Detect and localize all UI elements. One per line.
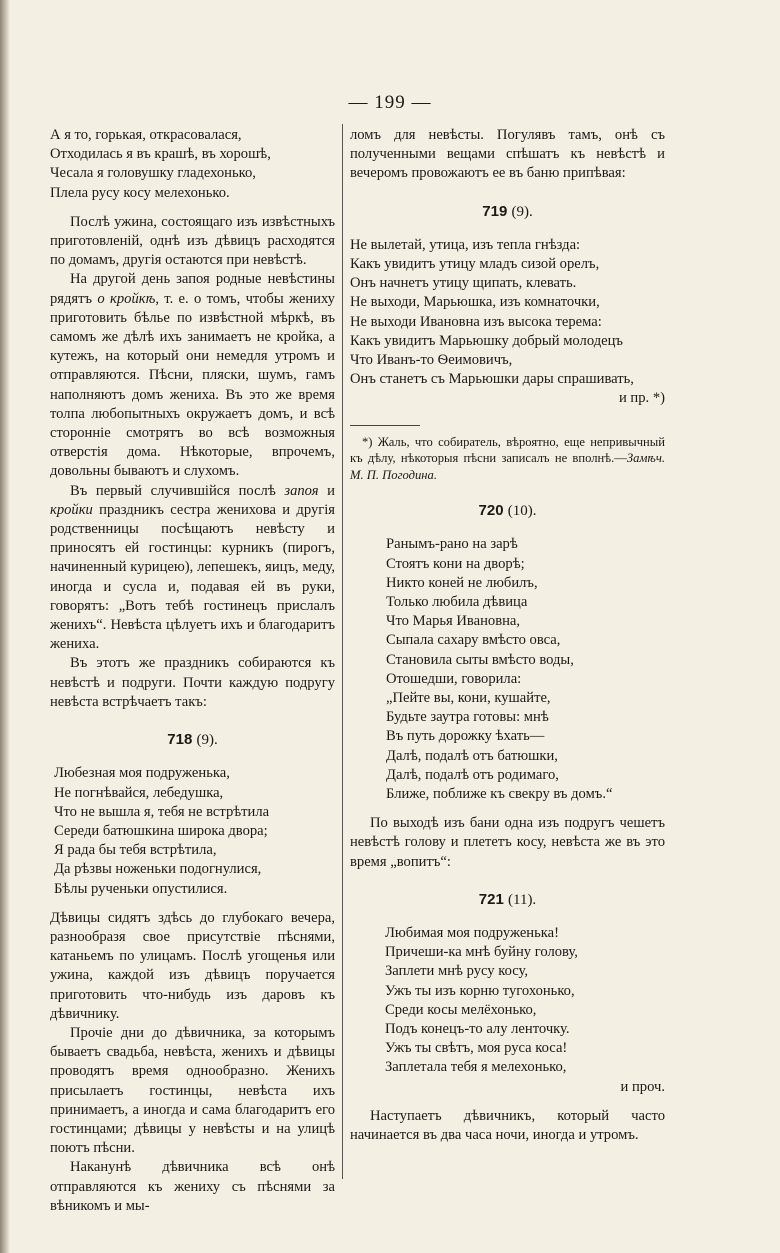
page-binding-shadow (0, 0, 10, 1253)
verse-line: Что не вышла я, тебя не встрѣтила (54, 803, 270, 820)
verse-opening (50, 126, 335, 203)
verse-line: Середи батюшкина широка двора; (54, 822, 268, 839)
verse-line: Въ путь дорожку ѣхать— (386, 728, 545, 745)
paragraph: Дѣвицы сидятъ здѣсь до глубокаго вечера, разнообразя свое присутствіе пѣснями, катаньемъ по улицамъ. Послѣ угощенья или ужина, каждой изъ дѣвицъ поручается приготовить что-нибудь изъ даровъ къ дѣвичнику. (50, 909, 335, 1022)
verse-line: Что Марья Ивановна, (386, 613, 521, 630)
verse-line: Заплети мнѣ русу косу, (385, 963, 529, 980)
page-number: — 199 — (348, 92, 432, 113)
paragraph: По выходѣ изъ бани одна изъ подругъ чешетъ невѣстѣ голову и плететъ косу, невѣста же въ это время „вопитъ“: (350, 815, 665, 870)
verse-line: Причеши-ка мнѣ буйну голову, (385, 944, 578, 961)
paragraph: На другой день запоя родные невѣстины рядятъ о кройкѣ, т. е. о томъ, чтобы жениху приготовить бѣлье по извѣстной мѣркѣ, въ самомъ же дѣлѣ ихъ занимаетъ не кройка, а кутежъ, на который они немедля утромъ и отправляются. Пѣсни, пляски, шумъ, гамъ наполняютъ домъ жениха. Въ это же время толпа любопытныхъ окружаетъ домъ, и всѣ сторонніе смотрятъ во всѣ возможныя отверстія дома. Нѣкоторые, впрочемъ, довольны бываютъ и слухомъ. (50, 271, 335, 480)
footnote-rule (350, 425, 420, 426)
verse-line: Далѣ, подалѣ отъ родимаго, (386, 766, 559, 783)
verse-line: Плела русу косу мелехонько. (50, 184, 230, 201)
song-718 (50, 764, 335, 898)
footnote: *) Жаль, что собиратель, вѣроятно, еще непривычный къ дѣлу, нѣкоторыя пѣсни записалъ не вполнѣ.—Замѣч. М. П. Погодина. (350, 434, 665, 482)
verse-line: Онъ станетъ съ Марьюшки дары спрашивать, (350, 371, 634, 388)
verse-line: Ближе, поближе къ свекру въ домъ.“ (386, 785, 613, 802)
verse-line: Стоятъ кони на дворѣ; (386, 555, 525, 572)
right-column (350, 126, 665, 1145)
verse-line: Онъ начнетъ утицу щипать, клевать. (350, 275, 577, 292)
song-number-718: 718 (9). (167, 731, 218, 749)
verse-line: Заплетала тебя я мелехонько, (385, 1059, 567, 1076)
paragraph: ломъ для невѣсты. Погулявъ тамъ, онѣ съ полученными вещами спѣшатъ къ невѣстѣ и вечеромъ провожаютъ ее въ баню припѣвая: (350, 127, 665, 182)
verse-line: Подъ конецъ-то алу ленточку. (385, 1021, 570, 1038)
song-number-719: 719 (9). (482, 202, 533, 220)
verse-line: Сыпала сахару вмѣсто овса, (386, 632, 561, 649)
paragraph: Наступаетъ дѣвичникъ, который часто начинается въ два часа ночи, иногда и утромъ. (350, 1107, 665, 1144)
verse-line: Не вылетай, утица, изъ тепла гнѣзда: (350, 236, 581, 253)
paragraph: Въ первый случившійся послѣ запоя и кройки праздникъ сестра женихова и другія родственницы посѣщаютъ невѣсту и приносятъ ей гостинцы: курникъ (пирогъ, начиненный курицею), лепешекъ, яицъ, меду, иногда и сусла и, подавая ей въ руки, говорятъ: „Вотъ тебѣ гостинецъ прислалъ женихъ“. Невѣста цѣлуетъ ихъ и благодаритъ жениха. (50, 482, 335, 653)
verse-line: Только любила дѣвица (386, 593, 528, 610)
verse-ending: и проч. (620, 1078, 665, 1095)
verse-line: Не выходи, Марьюшка, изъ комнаточки, (350, 294, 600, 311)
paragraph: Наканунѣ дѣвичника всѣ онѣ отправляются къ жениху съ пѣснями за вѣникомъ и мы- (50, 1159, 335, 1214)
song-720 (350, 535, 665, 804)
verse-line: Чесала я головушку гладехонько, (50, 165, 256, 182)
verse-ending: и пр. *) (618, 390, 665, 407)
column-divider (342, 124, 343, 1179)
verse-line: Не погнѣвайся, лебедушка, (54, 784, 224, 801)
verse-line: Ужъ ты изъ корню тугохонько, (385, 982, 575, 999)
verse-line: Далѣ, подалѣ отъ батюшки, (386, 747, 558, 764)
paragraph: Прочіе дни до дѣвичника, за которымъ бываетъ свадьба, невѣста, женихъ и дѣвицы проводятъ время однообразно. Женихъ присылаетъ гостинцы, невѣста ихъ принимаетъ, а иногда и сама благодаритъ его гостинцами; дѣвицы у невѣсты и на улицѣ поютъ пѣсни. (50, 1024, 335, 1157)
verse-line: Не выходи Ивановна изъ высока терема: (350, 313, 602, 330)
song-721 (350, 924, 665, 1097)
verse-line: Никто коней не любилъ, (386, 574, 538, 591)
paragraph: Послѣ ужина, состоящаго изъ извѣстныхъ приготовленій, однѣ изъ дѣвицъ расходятся по домамъ, другія остаются при невѣстѣ. (50, 213, 335, 269)
verse-line: А я то, горькая, открасовалася, (50, 127, 242, 143)
left-column (50, 126, 335, 1216)
verse-line: Ранымъ-рано на зарѣ (386, 536, 518, 553)
verse-line: Какъ увидитъ утицу младъ сизой орелъ, (350, 256, 600, 273)
verse-line: Что Иванъ-то Ѳеимовичъ, (350, 352, 513, 369)
verse-line: Я рада бы тебя встрѣтила, (54, 842, 217, 859)
verse-line: Любимая моя подруженька! (385, 925, 559, 941)
verse-line: Любезная моя подруженька, (54, 765, 230, 782)
verse-line: „Пейте вы, кони, кушайте, (386, 689, 551, 706)
verse-line: Да рѣзвы ноженьки подогнулися, (54, 861, 262, 878)
verse-line: Будьте заутра готовы: мнѣ (386, 709, 549, 726)
song-number-720: 720 (10). (478, 502, 537, 520)
verse-line: Какъ увидитъ Марьюшку добрый молодецъ (350, 332, 623, 349)
verse-line: Отошедши, говорила: (386, 670, 522, 687)
song-719 (350, 236, 665, 409)
song-number-721: 721 (11). (478, 890, 537, 908)
verse-line: Бѣлы рученьки опустилися. (54, 880, 228, 897)
paragraph: Въ этотъ же праздникъ собираются къ невѣстѣ и подруги. Почти каждую подругу невѣста встрѣчаетъ такъ: (50, 655, 335, 710)
verse-line: Отходилась я въ крашѣ, въ хорошѣ, (50, 146, 271, 163)
verse-line: Среди косы мелёхонько, (385, 1001, 537, 1018)
verse-line: Ужъ ты свѣтъ, моя руса коса! (385, 1040, 568, 1057)
verse-line: Становила сыты вмѣсто воды, (386, 651, 574, 668)
